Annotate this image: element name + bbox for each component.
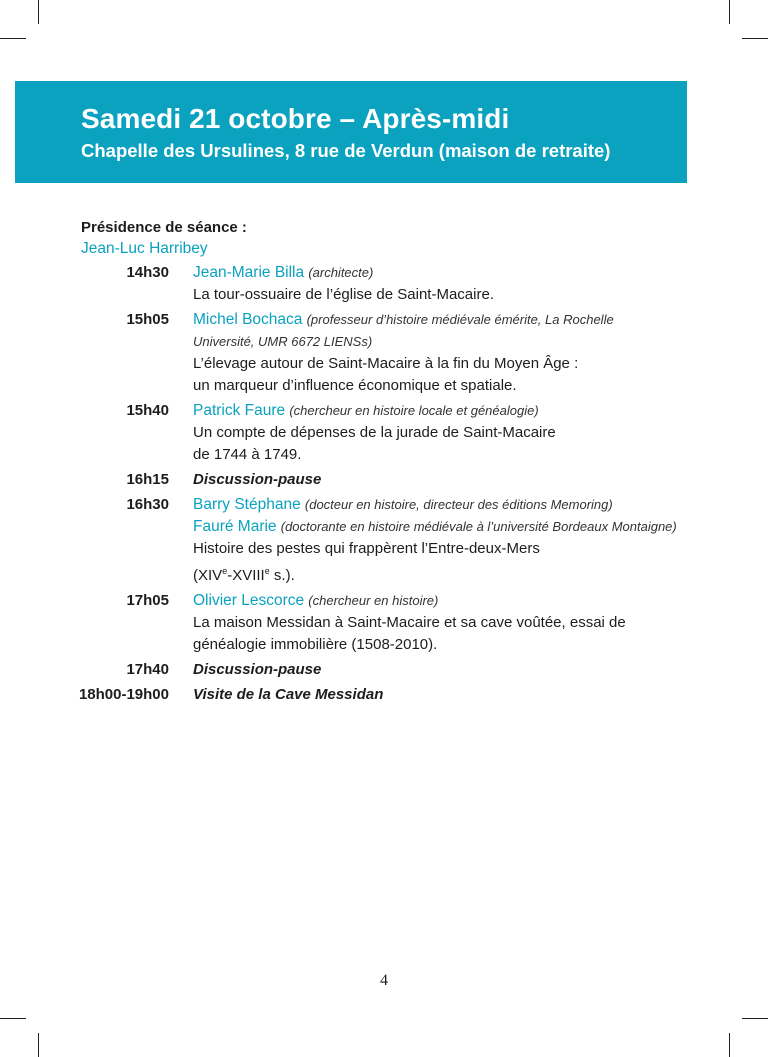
speaker-role: (architecte) <box>308 265 374 280</box>
slot-content <box>193 400 768 466</box>
speaker-name: Barry Stéphane <box>193 496 301 513</box>
speaker-role: (doctorante en histoire médiévale à l’université Bordeaux Montaigne) <box>280 519 677 534</box>
talk-title: généalogie immobilière (1508-2010). <box>193 636 438 653</box>
crop-mark <box>742 1018 768 1019</box>
slot-time: 15h05 <box>126 311 169 328</box>
speaker-name: Jean-Marie Billa <box>193 264 305 281</box>
speaker-role: (chercheur en histoire) <box>308 593 439 608</box>
speaker-role: (professeur d’histoire médiévale émérite, La Rochelle <box>306 312 614 327</box>
talk-title: Histoire des pestes qui frappèrent l’Entre-deux-Mers <box>193 540 540 557</box>
speaker-name: Olivier Lescorce <box>193 592 305 609</box>
presidence-name: Jean-Luc Harribey <box>81 240 208 257</box>
crop-mark <box>0 1018 26 1019</box>
program-slot <box>0 400 768 466</box>
program-slot <box>0 494 768 587</box>
talk-title: Un compte de dépenses de la jurade de Saint-Macaire <box>193 424 556 441</box>
program-slot <box>0 590 768 656</box>
slot-content <box>193 469 768 491</box>
program-list <box>0 262 768 706</box>
talk-title: de 1744 à 1749. <box>193 446 302 463</box>
talk-title: La tour-ossuaire de l’église de Saint-Macaire. <box>193 286 494 303</box>
slot-content <box>193 494 768 587</box>
crop-mark <box>729 0 730 24</box>
slot-time: 15h40 <box>126 402 169 419</box>
slot-content <box>193 684 768 706</box>
venue-subtitle: Chapelle des Ursulines, 8 rue de Verdun (maison de retraite) <box>81 140 611 161</box>
program-slot <box>0 684 768 706</box>
header-banner <box>15 81 687 183</box>
program-slot <box>0 469 768 491</box>
crop-mark <box>38 1033 39 1057</box>
slot-content <box>193 659 768 681</box>
program-slot <box>0 262 768 306</box>
slot-content <box>193 590 768 656</box>
crop-mark <box>729 1033 730 1057</box>
visit-label: Visite de la Cave Messidan <box>193 686 384 703</box>
presidence-block <box>81 217 247 260</box>
slot-time: 16h15 <box>126 471 169 488</box>
slot-time: 14h30 <box>126 264 169 281</box>
talk-title: (XIVe-XVIIIe s.). <box>193 566 295 584</box>
speaker-role: (docteur en histoire, directeur des éditions Memoring) <box>304 497 613 512</box>
page-number: 4 <box>380 972 388 989</box>
slot-content <box>193 309 768 397</box>
slot-content <box>193 262 768 306</box>
slot-time: 18h00-19h00 <box>78 686 169 703</box>
speaker-role: Université, UMR 6672 LIENSs) <box>193 334 373 349</box>
slot-time: 17h40 <box>126 661 169 678</box>
presidence-label: Présidence de séance : <box>81 219 247 236</box>
pause-label: Discussion-pause <box>193 471 322 488</box>
slot-time: 17h05 <box>126 592 169 609</box>
crop-mark <box>742 38 768 39</box>
talk-title: un marqueur d’influence économique et spatiale. <box>193 377 517 394</box>
program-slot <box>0 659 768 681</box>
talk-title: La maison Messidan à Saint-Macaire et sa cave voûtée, essai de <box>193 614 626 631</box>
speaker-name: Patrick Faure <box>193 402 286 419</box>
crop-mark <box>0 38 26 39</box>
slot-time: 16h30 <box>126 496 169 513</box>
crop-mark <box>38 0 39 24</box>
program-slot <box>0 309 768 397</box>
speaker-role: (chercheur en histoire locale et généalogie) <box>289 403 539 418</box>
speaker-name: Michel Bochaca <box>193 311 303 328</box>
talk-title: L’élevage autour de Saint-Macaire à la fin du Moyen Âge : <box>193 355 579 372</box>
speaker-name: Fauré Marie <box>193 518 277 535</box>
page-title: Samedi 21 octobre – Après-midi <box>81 103 510 134</box>
pause-label: Discussion-pause <box>193 661 322 678</box>
